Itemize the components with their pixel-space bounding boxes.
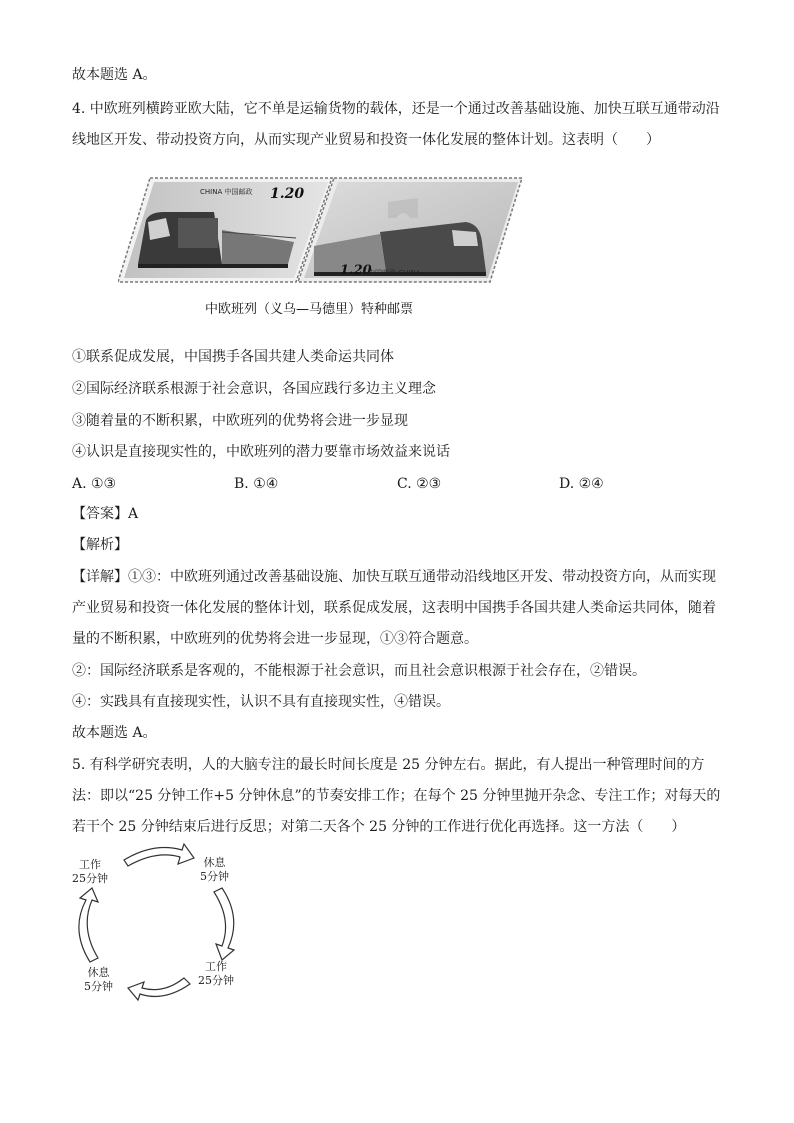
analysis-label: 【解析】 [72,537,128,553]
cycle-node-rest-1: 休息 5分钟 [200,856,229,883]
question-4-line-1: 4. 中欧班列横跨亚欧大陆，它不单是运输货物的载体，还是一个通过改善基础设施、加快互联互通带动沿 [72,101,720,117]
right-stamp-value: 1.20 [340,263,372,278]
question-5-line-3: 若干个 25 分钟结束后进行反思；对第二天各个 25 分钟的工作进行优化再选择。这一方法（ ） [72,819,686,835]
cycle-node-rest-2: 休息 5分钟 [84,966,113,993]
left-stamp-value: 1.20 [270,186,305,202]
conclusion-line-1: 故本题选 A。 [72,67,157,83]
cycle-node-work-2: 工作 25分钟 [198,960,234,987]
statement-1: ①联系促成发展，中国携手各国共建人类命运共同体 [72,349,394,365]
cycle-arrow-left [79,888,98,962]
detail-line-5: ④：实践具有直接现实性，认识不具有直接现实性，④错误。 [72,694,450,710]
option-d: D. ②④ [559,476,604,492]
answer-label: 【答案】A [72,506,139,522]
option-a: A. ①③ [72,476,117,492]
option-b: B. ①④ [234,476,279,492]
detail-line-4: ②：国际经济联系是客观的，不能根源于社会意识，而且社会意识根源于社会存在，②错误。 [72,663,646,679]
detail-line-2: 产业贸易和投资一体化发展的整体计划，联系促成发展，这表明中国携手各国共建人类命运共同体，随着 [72,600,716,616]
question-4-line-2: 线地区开发、带动投资方向，从而实现产业贸易和投资一体化发展的整体计划。这表明（ ） [72,132,660,148]
statement-4: ④认识是直接现实性的，中欧班列的潜力要靠市场效益来说话 [72,444,450,460]
statement-2: ②国际经济联系根源于社会意识，各国应践行多边主义理念 [72,381,436,397]
cycle-arrow-right [214,888,234,960]
stamp-caption: 中欧班列（义乌—马德里）特种邮票 [205,302,414,317]
cycle-arrow-top [124,844,194,866]
cycle-arrow-bottom [128,978,190,1000]
detail-line-1: 【详解】①③：中欧班列通过改善基础设施、加快互联互通带动沿线地区开发、带动投资方向，从而实现 [72,569,716,585]
stamp-illustration [118,172,526,317]
option-c: C. ②③ [397,476,442,492]
question-5-line-1: 5. 有科学研究表明，人的大脑专注的最长时间长度是 25 分钟左右。据此，有人提出一种管理时间的方 [72,757,705,773]
conclusion-line-2: 故本题选 A。 [72,725,157,741]
left-stamp-brand: CHINA 中国邮政 [200,188,253,196]
cycle-node-work-1: 工作 25分钟 [72,858,108,885]
time-cycle-diagram [64,838,264,1008]
statement-3: ③随着量的不断积累，中欧班列的优势将会进一步显现 [72,413,408,429]
right-stamp-brand: 中国邮政 CHINA [368,269,421,277]
detail-line-3: 量的不断积累，中欧班列的优势将会进一步显现，①③符合题意。 [72,631,478,647]
question-5-line-2: 法：即以“25 分钟工作+5 分钟休息”的节奏安排工作；在每个 25 分钟里抛开杂念、专注工作；对每天的 [72,788,721,804]
stamp-image [118,172,526,317]
